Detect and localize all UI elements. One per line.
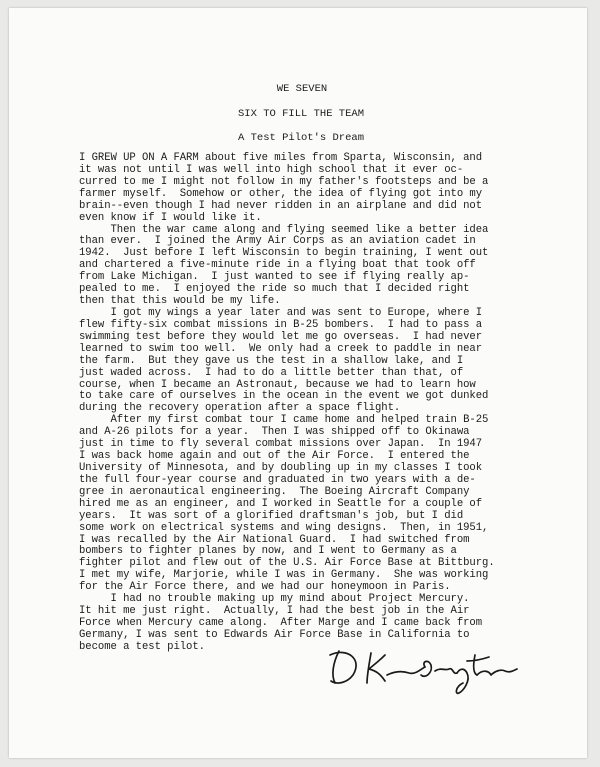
- text-line: even know if I would like it.: [79, 211, 262, 224]
- text-line: 1942. Just before I left Wisconsin to begin training, I went out: [79, 247, 489, 260]
- document-title: WE SEVEN: [276, 83, 328, 95]
- text-line: just waded across. I had to do a little better than that, of: [79, 366, 464, 379]
- text-line: University of Minnesota, and by doubling up in my classes I took: [79, 461, 483, 474]
- signature-handwritten: [325, 641, 525, 699]
- document-subtitle: SIX TO FILL THE TEAM: [237, 108, 365, 120]
- text-line: it was not until I was well into high school that it ever oc-: [79, 163, 464, 176]
- text-line: then that this would be my life.: [79, 295, 281, 308]
- text-line: hired me as an engineer, and I worked in Seattle for a couple of: [79, 497, 483, 510]
- text-line: curred to me I might not follow in my father's footsteps and be a: [79, 175, 489, 188]
- text-line: I got my wings a year later and was sent to Europe, where I: [79, 306, 483, 319]
- text-line: bombers to fighter planes by now, and I went to Germany as a: [79, 545, 457, 558]
- text-line: the full four-year course and graduated in two years with a de-: [79, 473, 476, 486]
- text-line: some work on electrical systems and wing designs. Then, in 1951,: [79, 521, 489, 534]
- text-line: I GREW UP ON A FARM about five miles from Sparta, Wisconsin, and: [79, 152, 483, 164]
- text-line: After my first combat tour I came home and helped train B-25: [79, 414, 489, 427]
- text-line: I was back home again and out of the Air Force. I entered the: [79, 450, 470, 463]
- chapter-title: A Test Pilot's Dream: [237, 132, 365, 144]
- text-line: and chartered a five-minute ride in a flying boat that took off: [79, 259, 476, 272]
- text-line: flew fifty-six combat missions in B-25 bombers. I had to pass a: [79, 318, 483, 331]
- heading-block: [0, 83, 600, 145]
- text-line: years. It was sort of a glorified draftsman's job, but I did: [79, 509, 464, 522]
- text-line: from Lake Michigan. I just wanted to see if flying really ap-: [79, 271, 470, 284]
- body-text: [79, 153, 599, 654]
- text-line: swimming test before they would let me go overseas. I had never: [79, 330, 483, 343]
- text-line: brain--even though I had never ridden in an airplane and did not: [79, 199, 483, 212]
- text-line: and A-26 pilots for a year. Then I was shipped off to Okinawa: [79, 426, 470, 439]
- text-line: just in time to fly several combat missions over Japan. In 1947: [79, 438, 483, 451]
- text-line: I was recalled by the Air National Guard. I had switched from: [79, 533, 470, 546]
- text-line: for the Air Force there, and we had our honeymoon in Paris.: [79, 581, 451, 594]
- text-line: learned to swim too well. We only had a creek to paddle in near: [79, 342, 483, 355]
- text-line: I had no trouble making up my mind about Project Mercury.: [79, 593, 470, 606]
- text-line: fighter pilot and flew out of the U.S. Air Force Base at Bittburg.: [79, 557, 495, 570]
- text-line: become a test pilot.: [79, 640, 205, 653]
- text-line: Force when Mercury came along. After Marge and I came back from: [79, 616, 483, 629]
- text-line: to take care of ourselves in the ocean in the event we got dunked: [79, 390, 489, 403]
- text-line: gree in aeronautical engineering. The Boeing Aircraft Company: [79, 485, 470, 498]
- text-line: the farm. But they gave us the test in a shallow lake, and I: [79, 354, 464, 367]
- text-line: than ever. I joined the Army Air Corps as an aviation cadet in: [79, 235, 476, 248]
- text-line: Then the war came along and flying seemed like a better idea: [79, 223, 489, 236]
- text-line: farmer myself. Somehow or other, the idea of flying got into my: [79, 187, 483, 200]
- text-line: It hit me just right. Actually, I had the best job in the Air: [79, 605, 470, 618]
- text-line: during the recovery operation after a space flight.: [79, 402, 401, 415]
- text-line: I met my wife, Marjorie, while I was in Germany. She was working: [79, 569, 489, 582]
- text-line: Germany, I was sent to Edwards Air Force Base in California to: [79, 628, 470, 641]
- text-line: course, when I became an Astronaut, because we had to learn how: [79, 378, 476, 391]
- text-line: pealed to me. I enjoyed the ride so much that I decided right: [79, 283, 470, 296]
